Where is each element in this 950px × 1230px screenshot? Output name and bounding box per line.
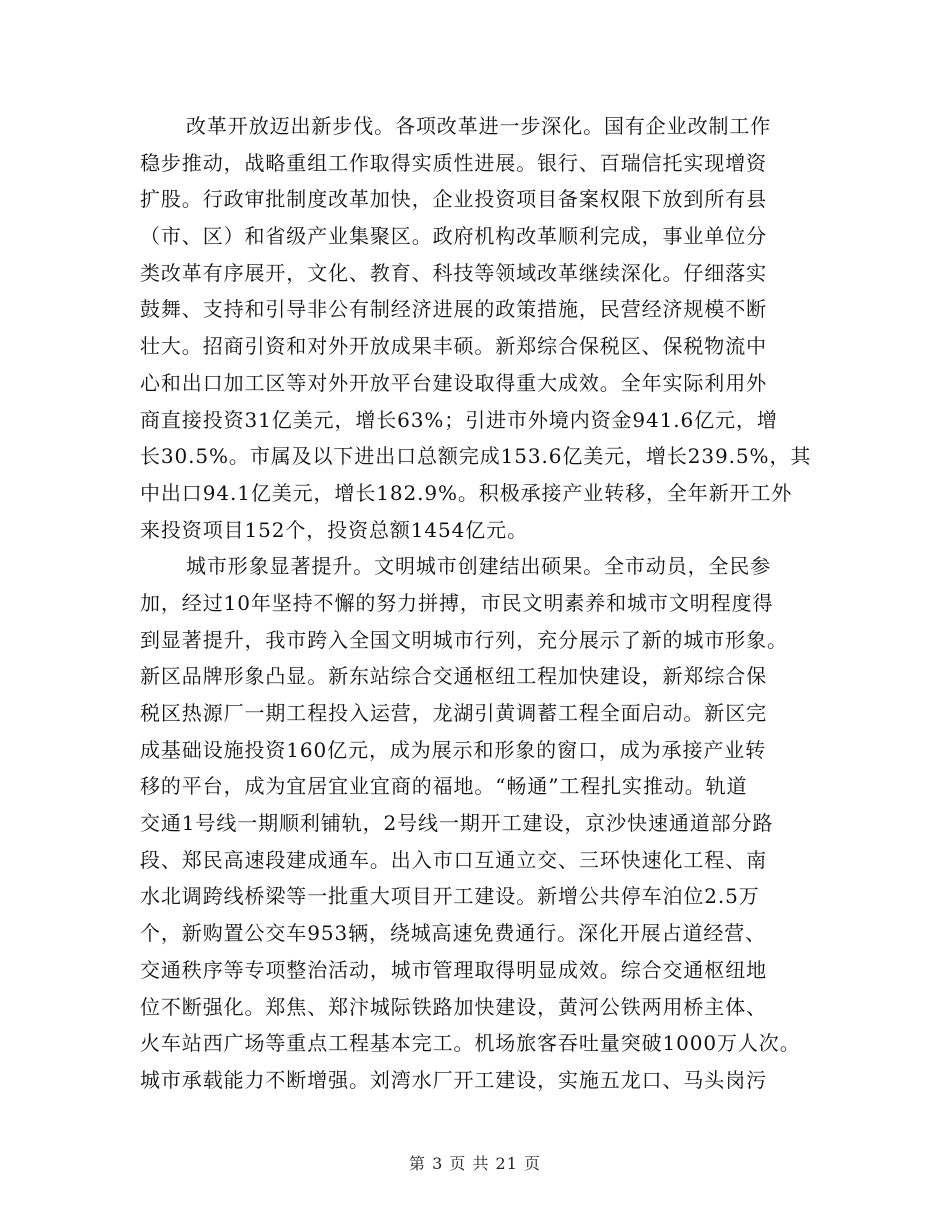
text-line: 水北调跨线桥梁等一批重大项目开工建设。新增公共停车泊位2.5万 xyxy=(140,884,760,909)
text-line: 成基础设施投资160亿元，成为展示和形象的窗口，成为承接产业转 xyxy=(140,737,767,762)
text-line: 长30.5%。市属及以下进出口总额完成153.6亿美元，增长239.5%，其 xyxy=(140,444,812,469)
text-line: 个，新购置公交车953辆，绕城高速免费通行。深化开展占道经营、 xyxy=(140,921,767,946)
text-line: 心和出口加工区等对外开放平台建设取得重大成效。全年实际利用外 xyxy=(140,370,767,395)
text-line: 移的平台，成为宜居宜业宜商的福地。“畅通”工程扎实推动。轨道 xyxy=(140,774,748,799)
page-number-footer: 第 3 页 共 21 页 xyxy=(409,1154,541,1173)
text-line: 交通秩序等专项整治活动，城市管理取得明显成效。综合交通枢纽地 xyxy=(140,957,767,982)
text-line: 城市承载能力不断增强。刘湾水厂开工建设，实施五龙口、马头岗污 xyxy=(140,1067,767,1092)
text-line: 税区热源厂一期工程投入运营，龙湖引黄调蓄工程全面启动。新区完 xyxy=(140,701,767,725)
text-line: 段、郑民高速段建成通车。出入市口互通立交、三环快速化工程、南 xyxy=(140,847,767,872)
text-line: 交通1号线一期顺利铺轨，2号线一期开工建设，京沙快速通道部分路 xyxy=(140,811,774,836)
text-line: 鼓舞、支持和引导非公有制经济进展的政策措施，民营经济规模不断 xyxy=(140,297,767,322)
text-line: 商直接投资31亿美元，增长63%；引进市外境内资金941.6亿元，增 xyxy=(140,407,778,432)
text-line: 加，经过10年坚持不懈的努力拼搏，市民文明素养和城市文明程度得 xyxy=(140,590,774,615)
text-line: 位不断强化。郑焦、郑汴城际铁路加快建设，黄河公铁两用桥主体、 xyxy=(140,994,767,1019)
text-line: 来投资项目152个，投资总额1454亿元。 xyxy=(140,517,528,542)
text-line: 扩股。行政审批制度改革加快，企业投资项目备案权限下放到所有县 xyxy=(140,187,767,212)
text-line: 新区品牌形象凸显。新东站综合交通枢纽工程加快建设，新郑综合保 xyxy=(140,664,767,689)
text-line: 城市形象显著提升。文明城市创建结出硕果。全市动员，全民参 xyxy=(186,554,772,579)
text-line: 到显著提升，我市跨入全国文明城市行列，充分展示了新的城市形象。 xyxy=(140,627,788,652)
paragraph xyxy=(140,548,810,1098)
paragraph xyxy=(140,108,810,548)
text-line: （市、区）和省级产业集聚区。政府机构改革顺利完成，事业单位分 xyxy=(140,224,767,249)
text-line: 中出口94.1亿美元，增长182.9%。积极承接产业转移，全年新开工外 xyxy=(140,480,793,505)
body-text xyxy=(140,108,810,1099)
text-line: 稳步推动，战略重组工作取得实质性进展。银行、百瑞信托实现增资 xyxy=(140,150,767,175)
text-line: 火车站西广场等重点工程基本完工。机场旅客吞吐量突破1000万人次。 xyxy=(140,1031,801,1056)
text-line: 类改革有序展开，文化、教育、科技等领域改革继续深化。仔细落实 xyxy=(140,260,767,285)
text-line: 改革开放迈出新步伐。各项改革进一步深化。国有企业改制工作 xyxy=(186,114,772,138)
text-line: 壮大。招商引资和对外开放成果丰硕。新郑综合保税区、保税物流中 xyxy=(140,334,767,359)
